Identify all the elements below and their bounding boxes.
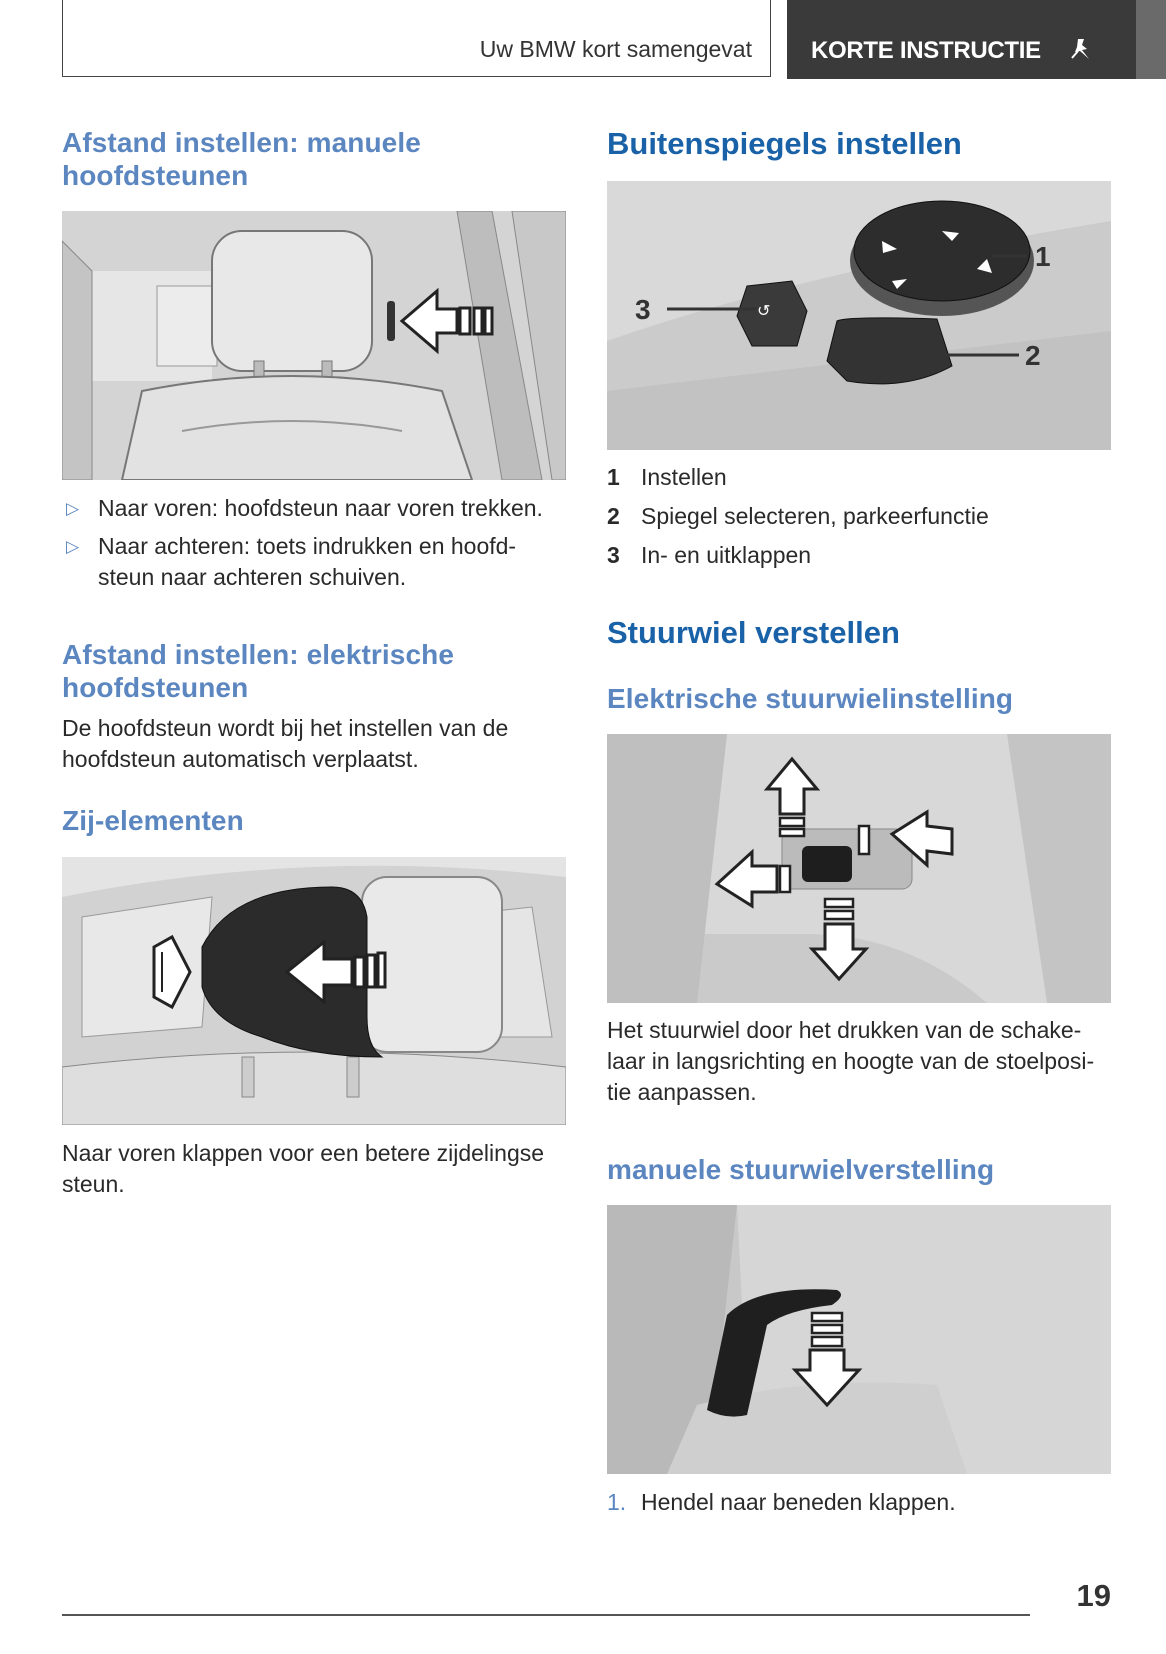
side-elements-figure [62, 857, 566, 1125]
bullet-icon: ▷ [66, 499, 80, 518]
page-number: 19 [1076, 1578, 1111, 1613]
footer-rule [62, 1614, 1030, 1616]
svg-text:↺: ↺ [757, 301, 771, 320]
heading-manual-headrest: Afstand instellen: manuele hoofdsteunen [62, 127, 421, 191]
callout-1: 1 [1035, 241, 1051, 272]
heading-mirrors: Buitenspiegels instellen [607, 126, 962, 161]
heading-electric-headrest: Afstand instellen: elektrische hoofdsteunen [62, 639, 455, 703]
bullet-icon: ▷ [66, 537, 80, 556]
callout-2: 2 [1025, 340, 1041, 371]
legend-item: 1 Instellen [607, 464, 727, 490]
mirror-legend [607, 462, 1117, 571]
pin-icon [1069, 36, 1095, 69]
header-box [62, 0, 771, 77]
electric-headrest-text: De hoofdsteun wordt bij het instellen van de hoofdsteun automatisch verplaatst. [62, 715, 509, 772]
manual-steering-steps [607, 1487, 1117, 1518]
heading-side-elements: Zij-elementen [62, 805, 244, 836]
tab-edge [1136, 0, 1166, 79]
manual-steering-figure [607, 1205, 1111, 1474]
heading-manual-steering: manuele stuurwielverstelling [607, 1154, 995, 1185]
section-tab[interactable] [787, 0, 1136, 79]
heading-electric-steering: Elektrische stuurwielinstelling [607, 683, 1014, 714]
electric-steering-figure [607, 734, 1111, 1003]
list-item: ▷ Naar achteren: toets indrukken en hoofd- steun naar achteren schuiven. [66, 533, 517, 590]
headrest-figure [62, 211, 566, 480]
header-title: Uw BMW kort samengevat [479, 36, 752, 62]
mirror-controls-figure [607, 181, 1111, 450]
legend-item: 2 Spiegel selecteren, parkeerfunctie [607, 503, 989, 529]
legend-item: 3 In- en uitklappen [607, 542, 812, 568]
manual-headrest-bullets [62, 493, 572, 593]
section-tab-label: KORTE INSTRUCTIE [811, 37, 1041, 64]
side-elements-text: Naar voren klappen voor een betere zijdelingse steun. [62, 1140, 545, 1197]
list-item: ▷ Naar voren: hoofdsteun naar voren trekken. [62, 493, 572, 524]
electric-steering-text: Het stuurwiel door het drukken van de schake- laar in langsrichting en hoogte van de stoelposi- tie aanpassen. [607, 1017, 1095, 1105]
list-item: 1. Hendel naar beneden klappen. [607, 1489, 956, 1515]
callout-3: 3 [635, 294, 651, 325]
heading-steering: Stuurwiel verstellen [607, 615, 900, 650]
